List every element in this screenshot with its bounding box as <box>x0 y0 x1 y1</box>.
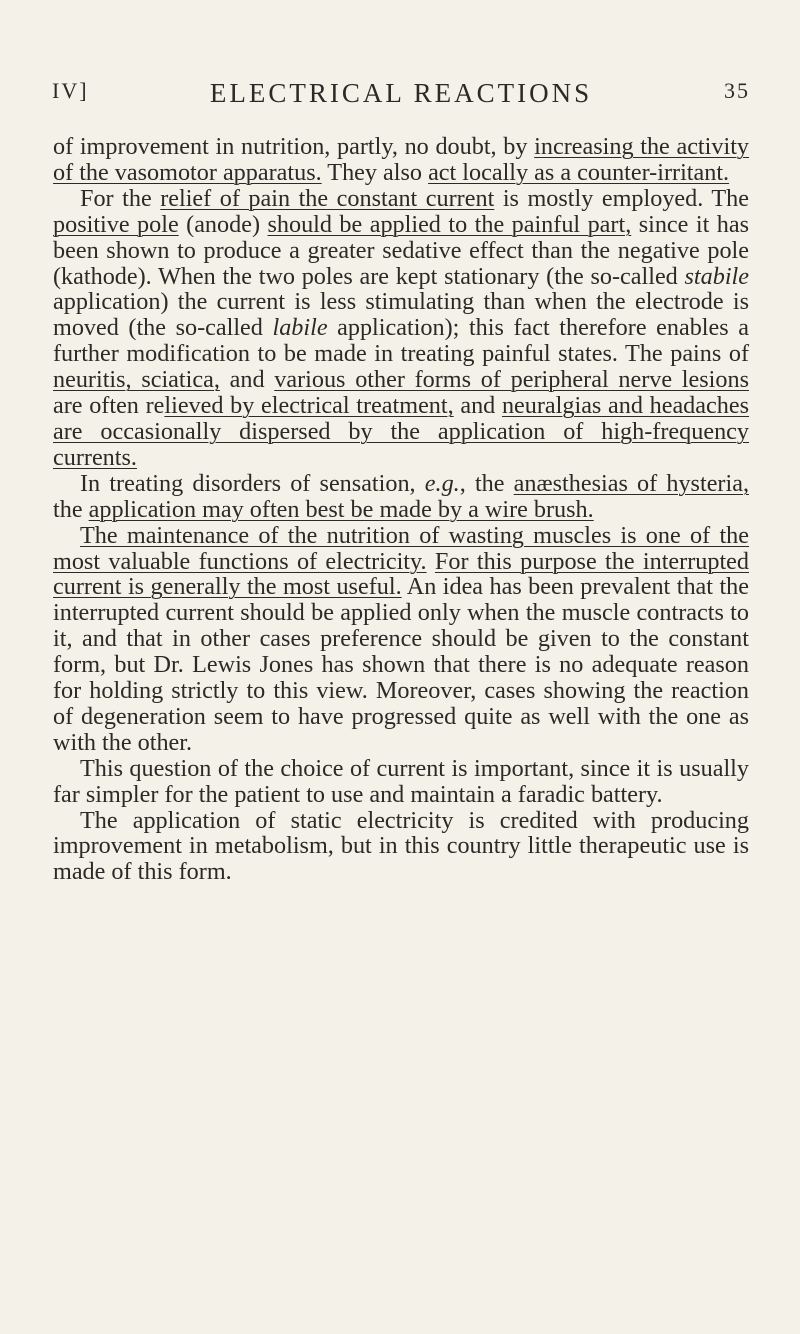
text-run: application) the current is less stimulating than when the electrode is moved (the so-called <box>53 288 749 342</box>
paragraph <box>53 756 749 808</box>
paragraph <box>53 808 749 886</box>
underlined-passage: lieved by electrical treatment, <box>164 392 454 420</box>
underlined-passage: neuritis, sciatica, <box>53 366 220 394</box>
text-run: application); this fact therefore enables a further modification to be made in treating painful states. The pains of <box>53 314 749 368</box>
underlined-passage: The maintenance of the nutrition of wasting muscles is one of the most valuable functions of electricity. <box>53 521 749 575</box>
underlined-passage: act locally as a counter-irritant. <box>428 158 730 186</box>
underlined-passage: For this purpose the interrupted current is generally the most useful. <box>53 547 749 601</box>
text-run: The application of static electricity is credited with producing improvement in metabolism, but in this country little therapeutic use is made of this form. <box>53 806 749 886</box>
text-run: is mostly employed. The <box>494 184 749 212</box>
paragraph <box>53 134 749 186</box>
paragraph <box>53 471 749 523</box>
paragraph <box>53 186 749 471</box>
underlined-passage: various other forms of peripheral nerve lesions <box>274 366 749 394</box>
italic-term: labile <box>272 314 328 342</box>
running-title: ELECTRICAL REACTIONS <box>209 78 593 108</box>
text-run: They also <box>321 158 429 186</box>
text-run <box>427 548 435 575</box>
text-run: An idea has been prevalent that the interrupted current should be applied only when the muscle contracts to it, and that in other cases preference should be given to the constant form, but Dr. Lewis Jones has shown that there is no adequate reason for holding strictly to this view. Moreover, cases showing the reaction of degeneration seem to have progressed quite as well with the one as with the other. <box>53 573 750 756</box>
text-run: This question of the choice of current is important, since it is usually far simpler for the patient to use and maintain a faradic battery. <box>53 754 749 808</box>
text-run: the <box>53 495 89 523</box>
underlined-passage: neuralgias and headaches are occasionally dispersed by the application of high-frequency currents. <box>53 392 749 471</box>
italic-term: e.g. <box>424 469 460 497</box>
text-run: , the <box>459 469 514 497</box>
chapter-number: IV] <box>52 78 89 103</box>
underlined-passage: increasing the activity of the vasomotor apparatus. <box>53 133 750 186</box>
text-run: of improvement in nutrition, partly, no doubt, by <box>53 133 535 160</box>
page-number: 35 <box>724 78 750 103</box>
text-run: For the <box>80 184 161 212</box>
underlined-passage: relief of pain the constant current <box>160 184 495 212</box>
underlined-passage: should be applied to the painful part, <box>267 210 632 238</box>
text-run: since it has been shown to produce a greater sedative effect than the negative pole (kathode). When the two poles are kept stationary (the so-called <box>53 210 749 290</box>
text-run: and <box>219 366 275 394</box>
paragraph <box>53 523 749 756</box>
underlined-passage: anæsthesias of hysteria, <box>513 469 749 497</box>
text-run: In treating disorders of sensation, <box>80 469 425 497</box>
running-header <box>52 78 750 114</box>
text-run: and <box>453 392 502 420</box>
text-run: (anode) <box>178 210 268 238</box>
underlined-passage: application may often best be made by a wire brush. <box>88 495 594 523</box>
text-run: are often re <box>53 392 165 420</box>
italic-term: stabile <box>684 262 749 290</box>
underlined-passage: positive pole <box>53 210 179 238</box>
body-text <box>53 134 749 885</box>
